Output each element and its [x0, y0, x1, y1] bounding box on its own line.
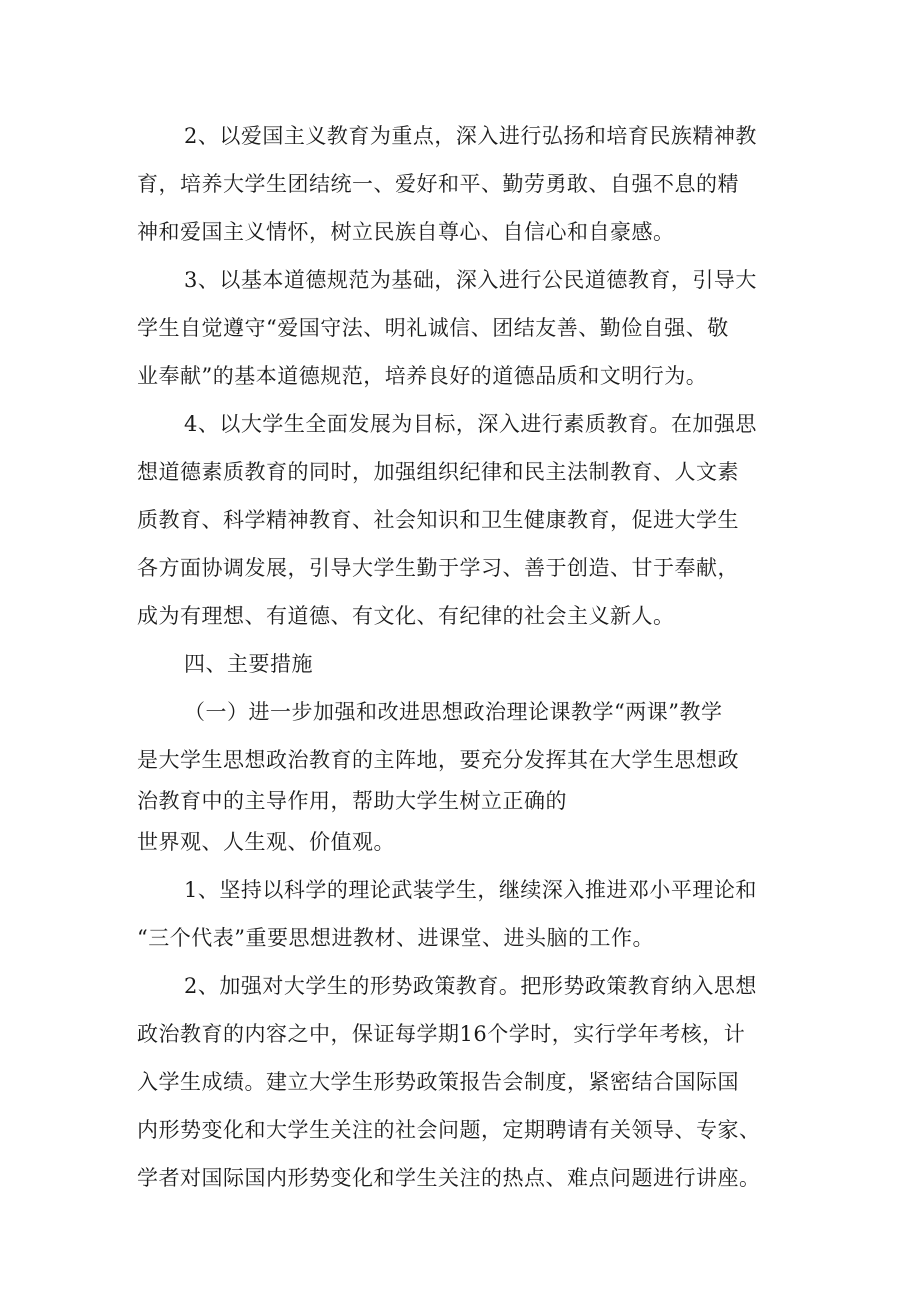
- text-line: 4、以大学生全面发展为目标，深入进行素质教育。在加强思: [184, 412, 757, 436]
- text-line: 想道德素质教育的同时，加强组织纪律和民主法制教育、人文素: [137, 460, 739, 484]
- text-line: 学者对国际国内形势变化和学生关注的热点、难点问题进行讲座。: [137, 1166, 761, 1190]
- text-line: 学生自觉遵守“爱国守法、明礼诚信、团结友善、勤俭自强、敬: [137, 316, 729, 340]
- text-line: 政治教育的内容之中，保证每学期16个学时，实行学年考核，计: [137, 1022, 746, 1046]
- text-line: 质教育、科学精神教育、社会知识和卫生健康教育，促进大学生: [137, 508, 739, 532]
- text-line: 1、坚持以科学的理论武装学生，继续深入推进邓小平理论和: [184, 878, 757, 902]
- text-line: 3、以基本道德规范为基础，深入进行公民道德教育，引导大: [184, 268, 757, 292]
- text-line: 2、以爱国主义教育为重点，深入进行弘扬和培育民族精神教: [184, 124, 757, 148]
- text-line: 入学生成绩。建立大学生形势政策报告会制度，紧密结合国际国: [137, 1070, 739, 1094]
- document-body: [137, 112, 797, 1202]
- text-line: 内形势变化和大学生关注的社会问题，定期聘请有关领导、专家、: [137, 1118, 761, 1142]
- text-line: “三个代表”重要思想进教材、进课堂、进头脑的工作。: [137, 926, 654, 950]
- text-line: （一）进一步加强和改进思想政治理论课教学“两课”教学: [184, 700, 723, 724]
- text-line: 育，培养大学生团结统一、爱好和平、勤劳勇敢、自强不息的精: [137, 172, 739, 196]
- text-line: 是大学生思想政治教育的主阵地，要充分发挥其在大学生思想政: [137, 748, 739, 772]
- text-line: 世界观、人生观、价值观。: [137, 830, 395, 854]
- text-line: 治教育中的主导作用，帮助大学生树立正确的: [137, 789, 567, 813]
- text-line: 神和爱国主义情怀，树立民族自尊心、自信心和自豪感。: [137, 220, 675, 244]
- text-line: 成为有理想、有道德、有文化、有纪律的社会主义新人。: [137, 604, 675, 628]
- text-line: 各方面协调发展，引导大学生勤于学习、善于创造、甘于奉献，: [137, 556, 739, 580]
- text-line: 业奉献”的基本道德规范，培养良好的道德品质和文明行为。: [137, 364, 708, 388]
- text-line: 四、主要措施: [184, 652, 313, 676]
- text-line: 2、加强对大学生的形势政策教育。把形势政策教育纳入思想: [184, 974, 757, 998]
